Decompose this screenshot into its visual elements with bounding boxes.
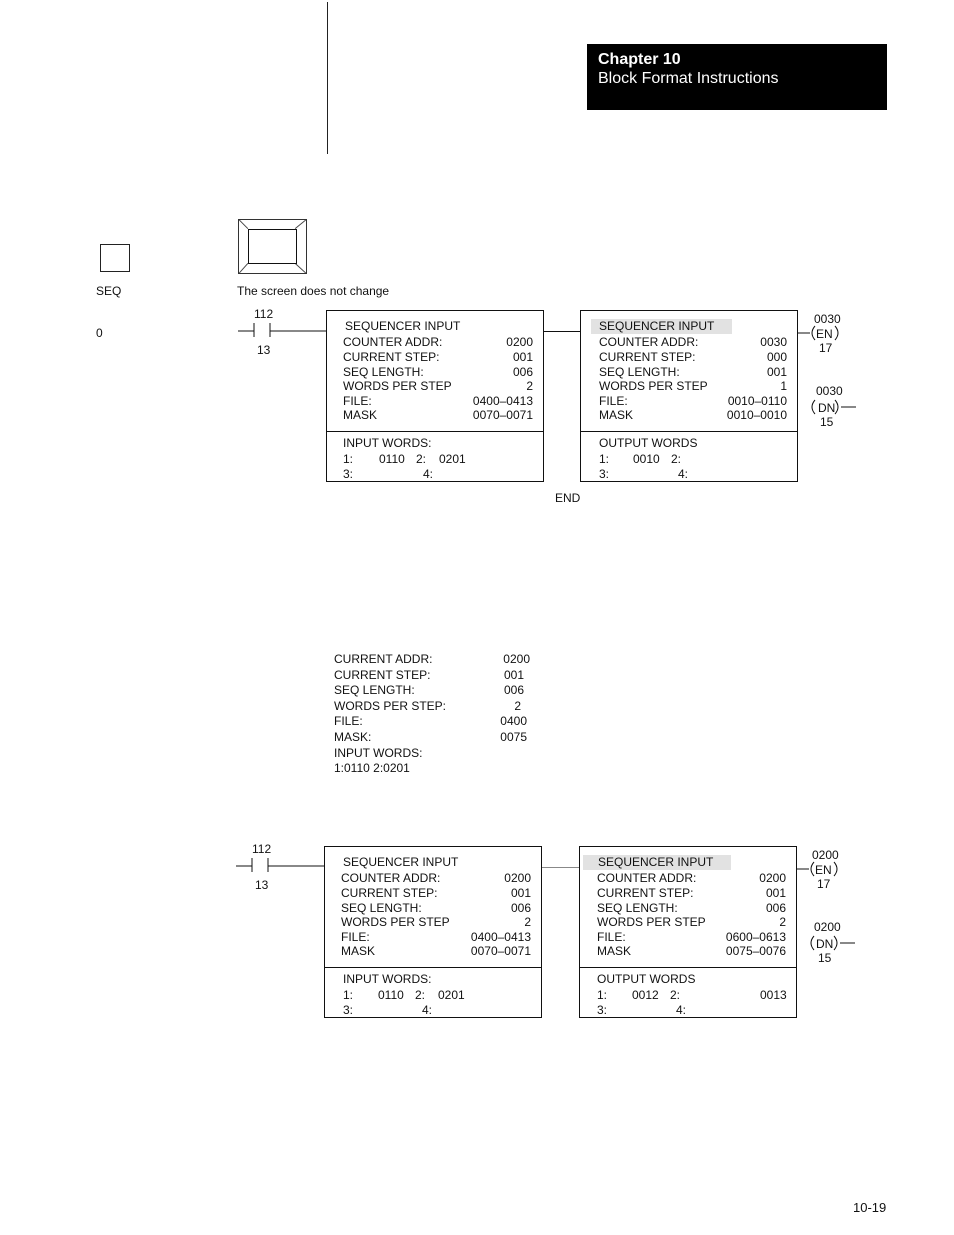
data-listing	[334, 652, 530, 777]
rung2-contact-bit: 13	[255, 878, 269, 892]
listing-row: WORDS PER STEP: 2	[334, 698, 521, 713]
rung2-contact-symbol	[236, 857, 326, 873]
block-row: CURRENT STEP: 000	[599, 350, 787, 364]
word-value: 0110	[378, 988, 404, 1002]
block-row: COUNTER ADDR: 0200	[597, 871, 786, 885]
rung1-dn-label: DN	[818, 401, 836, 415]
listing-row: 1:0110 2:0201	[334, 761, 410, 776]
block-row: COUNTER ADDR: 0200	[343, 335, 533, 349]
block-row: SEQ LENGTH: 006	[341, 901, 531, 915]
word-index: 1:	[343, 988, 354, 1002]
word-index: 4:	[422, 1003, 433, 1017]
margin-rule	[327, 2, 328, 154]
word-index: 4:	[676, 1003, 687, 1017]
rung1-dn-bit: 15	[820, 415, 834, 429]
rung1-en-label: EN	[816, 327, 833, 341]
block-row: FILE: 0010–0110	[599, 394, 787, 408]
chapter-number: Chapter 10	[598, 51, 681, 68]
word-index: 2:	[670, 988, 681, 1002]
rung1-sequencer-input-block	[326, 310, 544, 482]
rung2-dn-label: DN	[816, 937, 834, 951]
seq-key-label: SEQ	[96, 284, 122, 298]
block-row: WORDS PER STEP 2	[343, 379, 533, 393]
word-index: 4:	[423, 467, 434, 481]
block-row: COUNTER ADDR: 0200	[341, 871, 531, 885]
block-row: SEQ LENGTH: 006	[597, 901, 786, 915]
listing-row: SEQ LENGTH: 006	[334, 683, 524, 698]
chapter-title: Block Format Instructions	[598, 70, 779, 87]
listing-row: FILE: 0400	[334, 714, 527, 729]
word-index: 1:	[599, 452, 610, 466]
rung1-wire	[544, 331, 580, 332]
rung2-contact-address: 112	[252, 842, 272, 856]
word-index: 2:	[671, 452, 682, 466]
end-label: END	[555, 491, 581, 505]
chapter-header	[587, 44, 887, 110]
word-value: 0012	[632, 988, 659, 1002]
block-row: MASK 0075–0076	[597, 944, 786, 958]
block-title: SEQUENCER INPUT	[591, 319, 732, 334]
block-row: WORDS PER STEP 1	[599, 379, 787, 393]
block-divider	[580, 967, 796, 968]
zero-key-label: 0	[96, 326, 103, 340]
word-index: 2:	[415, 988, 426, 1002]
word-index: 2:	[416, 452, 427, 466]
listing-row: CURRENT STEP: 001	[334, 667, 524, 682]
word-value: 0110	[379, 452, 405, 466]
words-title: INPUT WORDS:	[343, 972, 432, 986]
listing-row: CURRENT ADDR: 0200	[334, 652, 530, 666]
block-divider	[325, 967, 541, 968]
word-index: 3:	[343, 1003, 354, 1017]
block-row: WORDS PER STEP 2	[597, 915, 786, 929]
words-title: OUTPUT WORDS	[597, 972, 696, 986]
rung1-en-address: 0030	[814, 312, 841, 326]
words-title: OUTPUT WORDS	[599, 436, 698, 450]
rung2-en-bit: 17	[817, 877, 831, 891]
rung2-en-address: 0200	[812, 848, 839, 862]
word-index: 3:	[343, 467, 354, 481]
page-number: 10-19	[853, 1200, 887, 1215]
word-index: 1:	[597, 988, 608, 1002]
rung2-wire	[542, 867, 579, 868]
rung2-sequencer-output-block	[579, 846, 797, 1018]
rung1-contact-symbol	[238, 322, 328, 338]
block-row: CURRENT STEP: 001	[341, 886, 531, 900]
rung1-contact-bit: 13	[257, 343, 271, 357]
rung1-en-bit: 17	[819, 341, 833, 355]
seq-key-icon	[100, 244, 130, 272]
rung2-en-label: EN	[815, 863, 832, 877]
rung1-sequencer-output-block	[580, 310, 798, 482]
block-divider	[581, 431, 797, 432]
block-row: SEQ LENGTH: 001	[599, 365, 787, 379]
block-row: CURRENT STEP: 001	[597, 886, 786, 900]
block-row: FILE: 0400–0413	[341, 930, 531, 944]
word-value: 0013	[760, 988, 787, 1002]
word-value: 0201	[439, 452, 466, 466]
word-index: 4:	[678, 467, 689, 481]
screen-icon	[238, 219, 307, 274]
listing-row: INPUT WORDS:	[334, 745, 423, 760]
rung2-dn-bit: 15	[818, 951, 832, 965]
block-row: COUNTER ADDR: 0030	[599, 335, 787, 349]
block-row: FILE: 0600–0613	[597, 930, 786, 944]
word-value: 0010	[633, 452, 660, 466]
words-title: INPUT WORDS:	[343, 436, 432, 450]
block-row: MASK 0070–0071	[341, 944, 531, 958]
rung1-contact-address: 112	[254, 307, 274, 321]
word-index: 3:	[599, 467, 610, 481]
block-row: MASK 0010–0010	[599, 408, 787, 422]
word-value: 0201	[438, 988, 465, 1002]
block-divider	[327, 431, 543, 432]
listing-row: MASK: 0075	[334, 729, 527, 744]
block-row: WORDS PER STEP 2	[341, 915, 531, 929]
block-row: SEQ LENGTH: 006	[343, 365, 533, 379]
rung1-dn-address: 0030	[816, 384, 843, 398]
block-title: SEQUENCER INPUT	[345, 319, 461, 333]
block-row: CURRENT STEP: 001	[343, 350, 533, 364]
rung2-dn-address: 0200	[814, 920, 841, 934]
block-row: MASK 0070–0071	[343, 408, 533, 422]
screen-caption: The screen does not change	[237, 284, 390, 298]
word-index: 3:	[597, 1003, 608, 1017]
block-title: SEQUENCER INPUT	[343, 855, 459, 869]
word-index: 1:	[343, 452, 354, 466]
rung2-sequencer-input-block	[324, 846, 542, 1018]
block-title: SEQUENCER INPUT	[583, 855, 731, 870]
block-row: FILE: 0400–0413	[343, 394, 533, 408]
